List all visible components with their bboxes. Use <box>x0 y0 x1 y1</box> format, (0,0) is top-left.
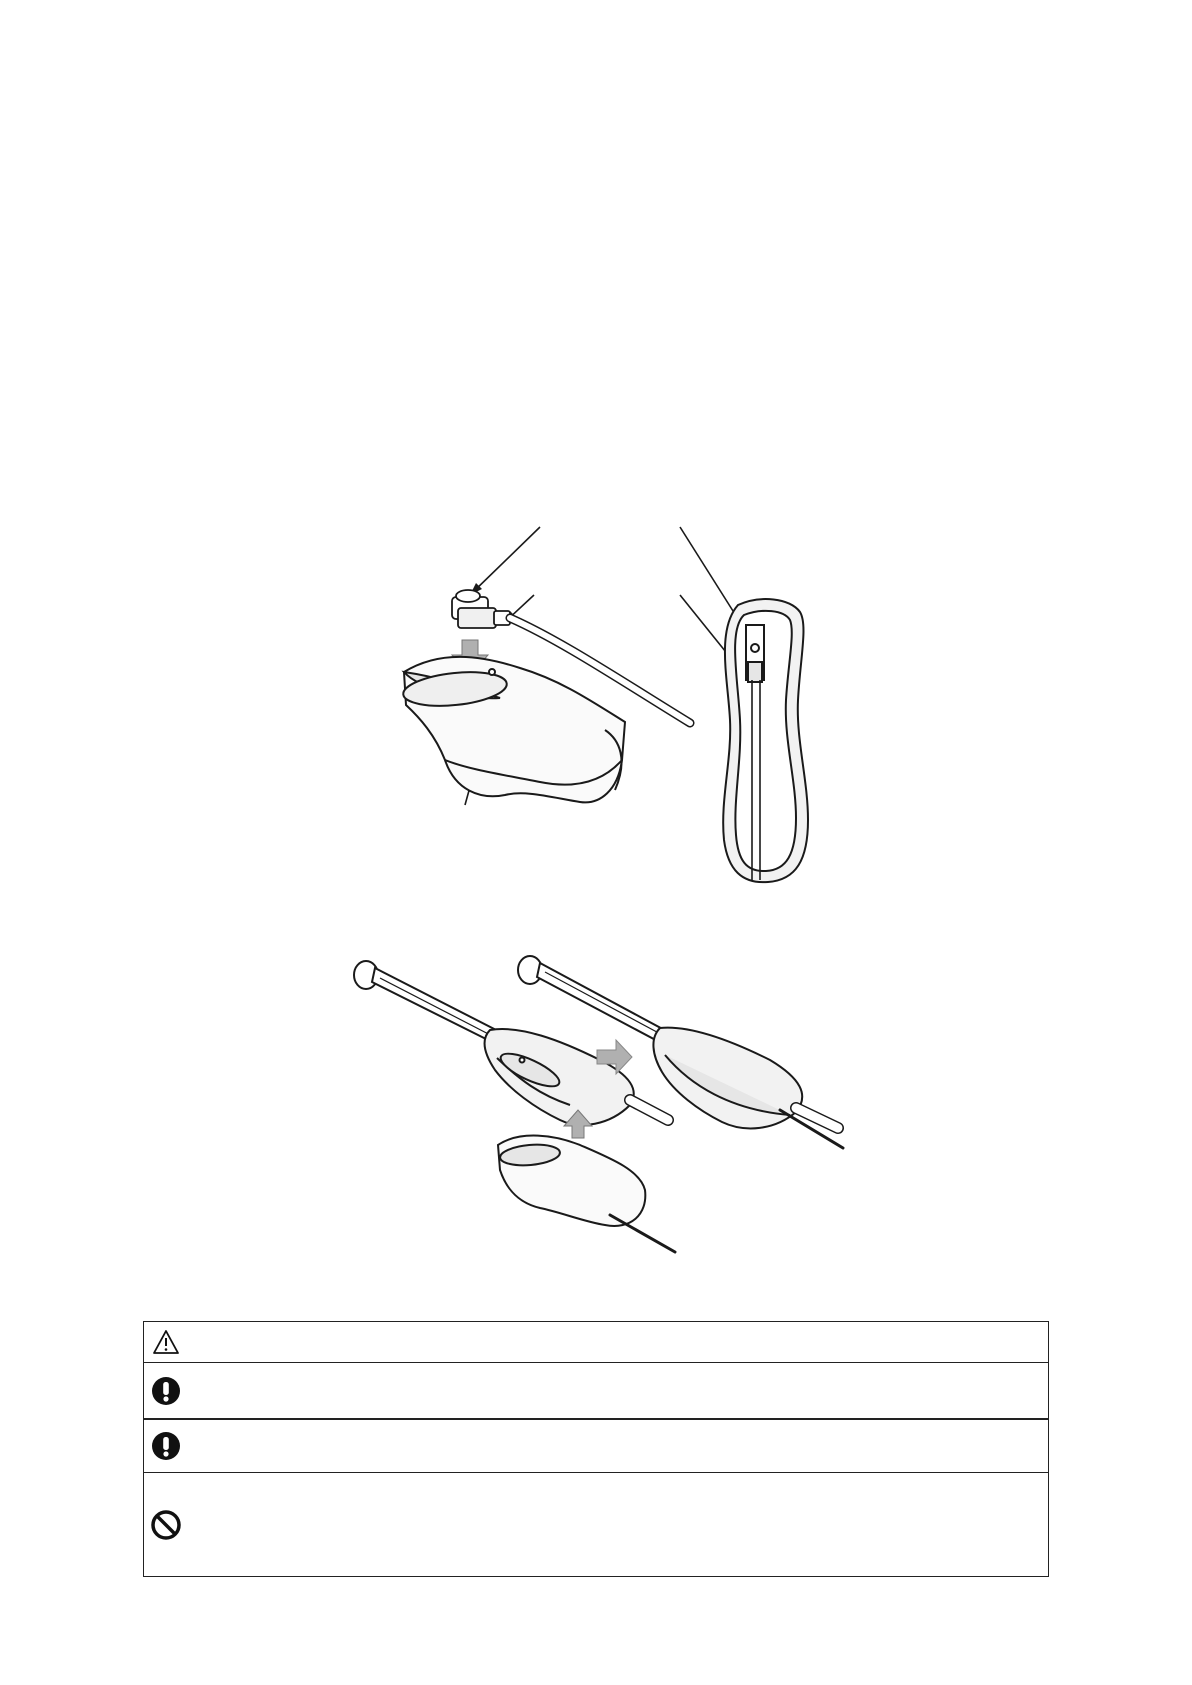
notice-row-mandatory <box>144 1418 1048 1472</box>
transducer-cover-fitting-illustration <box>0 930 1192 1260</box>
notice-row-warning <box>144 1322 1048 1362</box>
cover-front-view <box>723 599 808 882</box>
mandatory-exclamation-icon <box>144 1376 188 1406</box>
safety-notice-table <box>143 1321 1049 1577</box>
mandatory-exclamation-icon <box>144 1431 188 1461</box>
notice-row-mandatory <box>144 1362 1048 1418</box>
cover-shell <box>402 657 625 803</box>
notice-text <box>188 1442 1048 1450</box>
prohibition-icon <box>144 1509 188 1541</box>
transducer-probe-left <box>354 961 668 1125</box>
cover-piece <box>498 1136 675 1252</box>
notice-text <box>188 1521 1048 1529</box>
warning-triangle-icon <box>144 1329 188 1355</box>
notice-text <box>188 1338 1048 1346</box>
connector-plug <box>452 590 510 628</box>
notice-row-prohibition <box>144 1472 1048 1576</box>
notice-text <box>188 1387 1048 1395</box>
leader-line <box>470 527 540 595</box>
